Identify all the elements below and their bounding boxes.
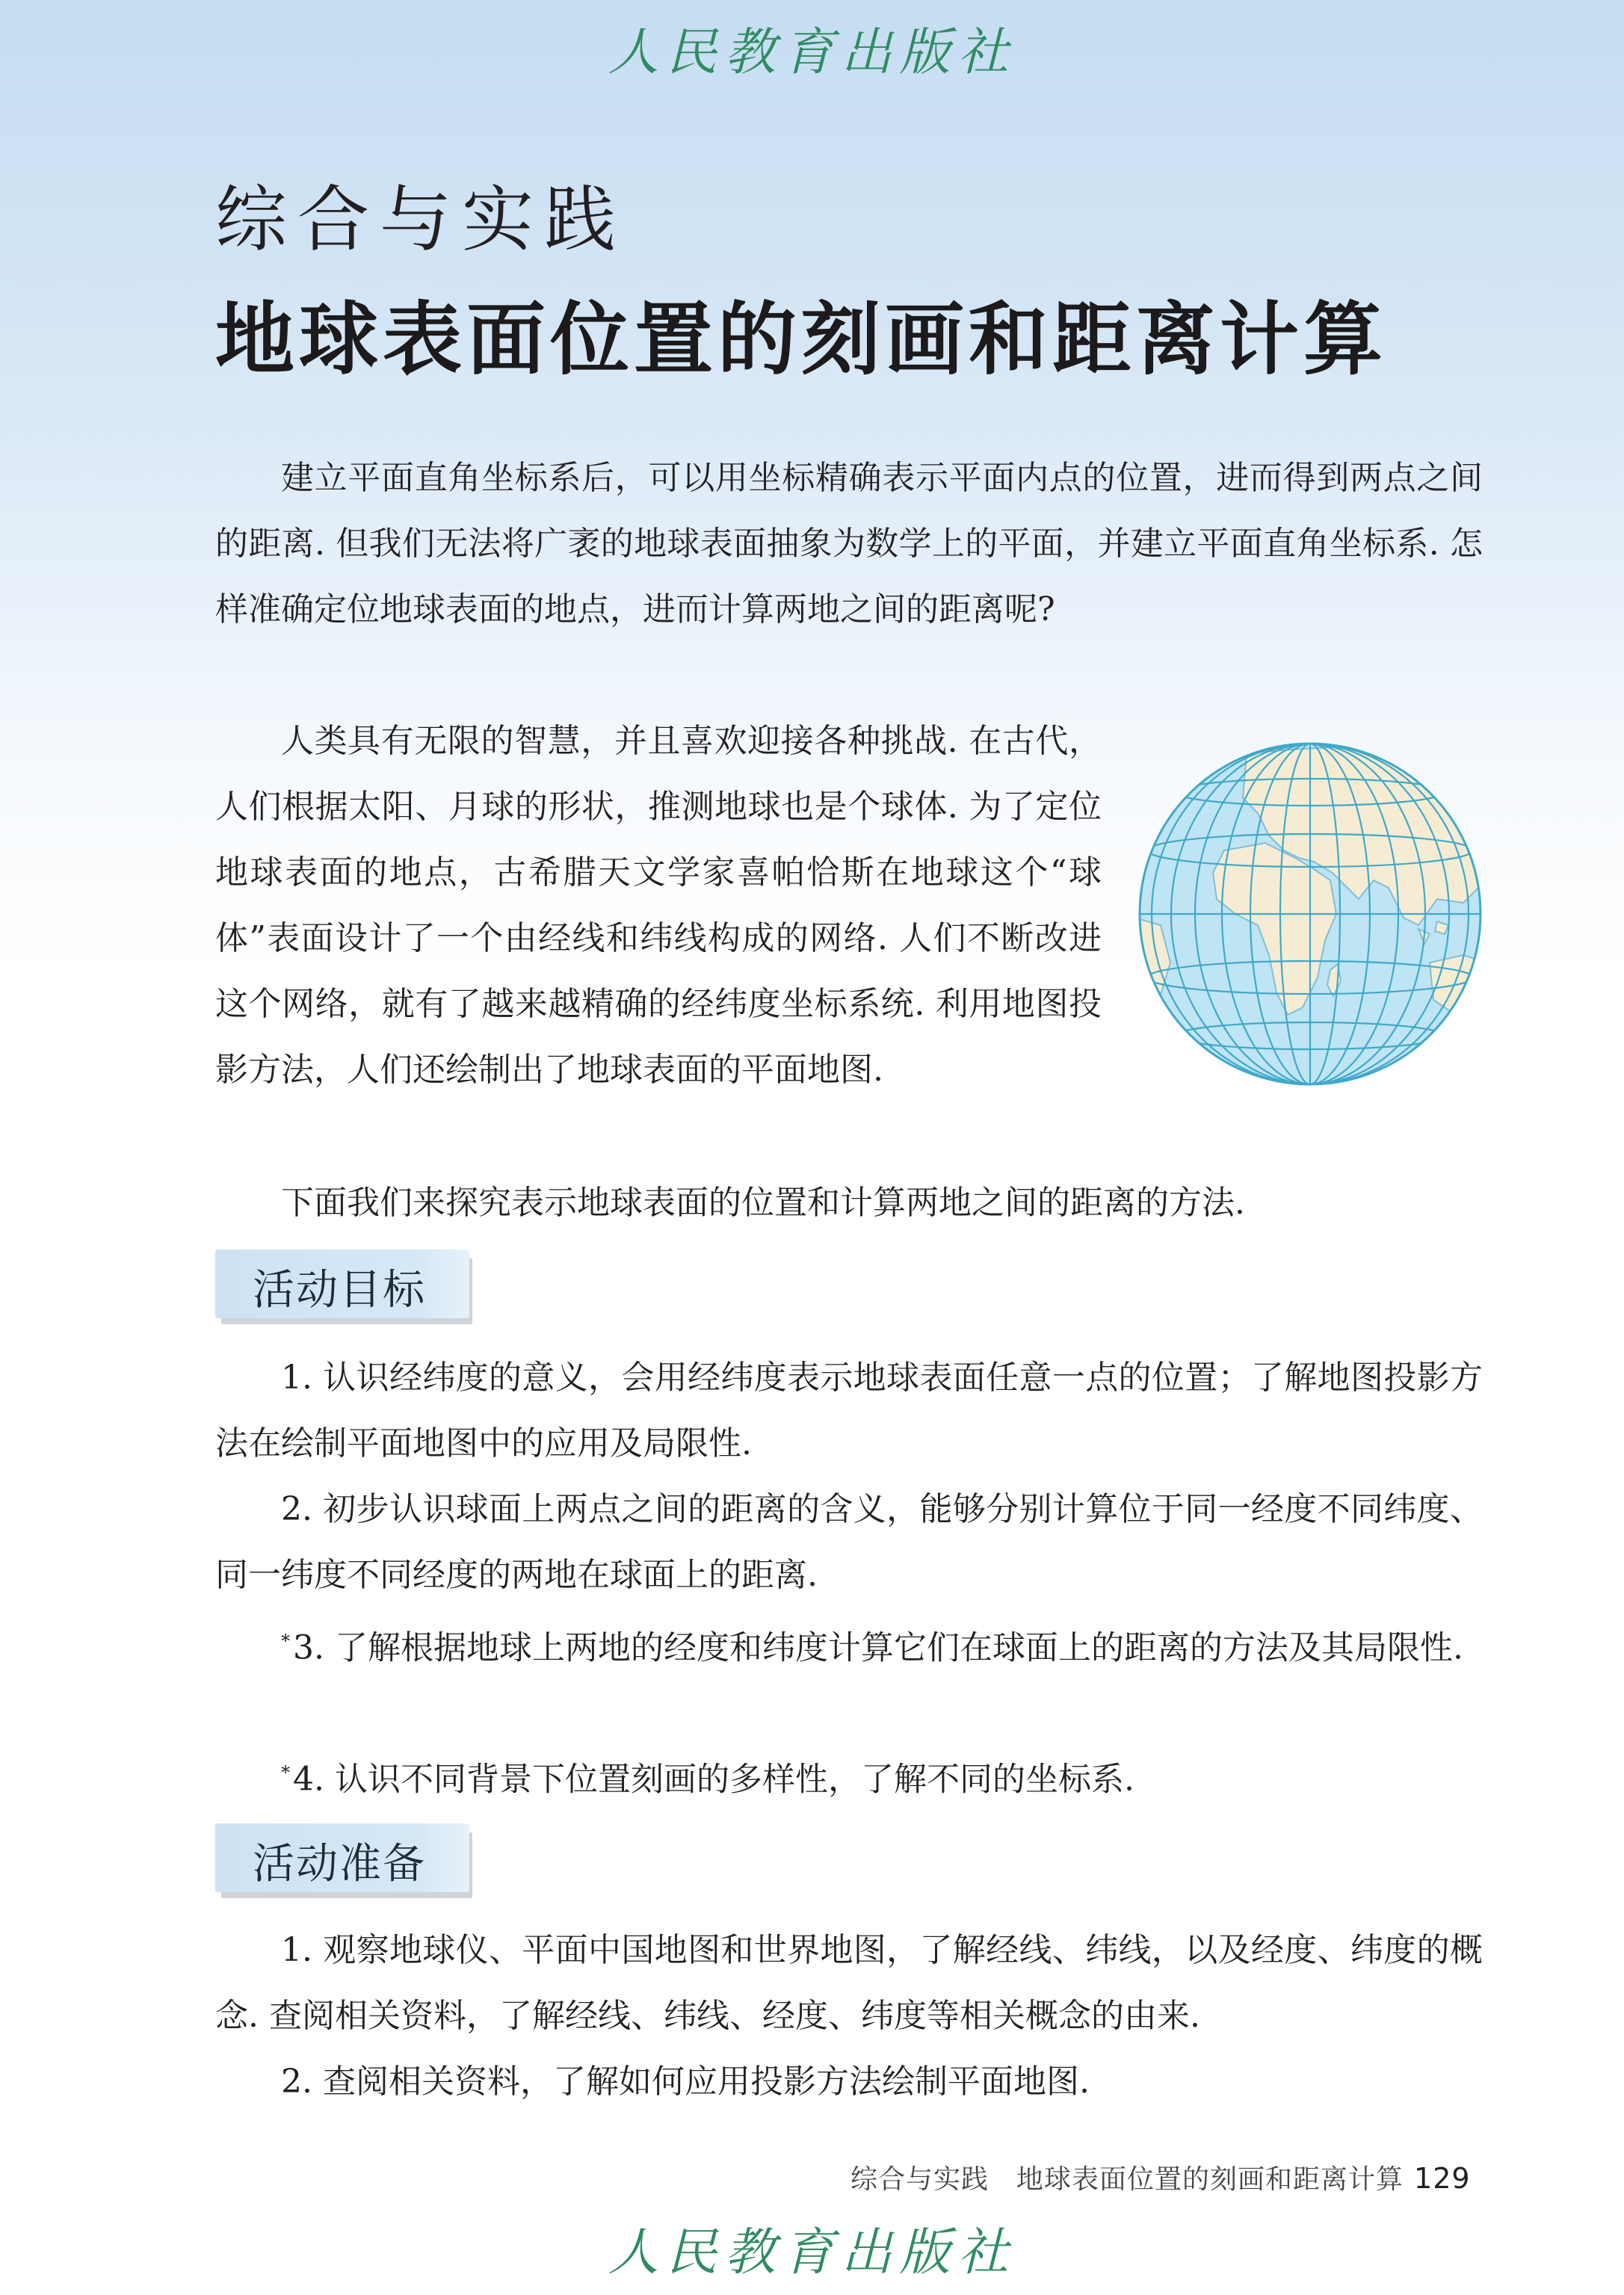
publisher-logo-top: 人民教育出版社 (608, 23, 1016, 82)
prep-item-2: 2. 查阅相关资料，了解如何应用投影方法绘制平面地图. (281, 2063, 1090, 2101)
optional-star: * (281, 1762, 290, 1783)
publisher-logo-bottom: 人民教育出版社 (608, 2223, 1016, 2282)
title-line2: 地球表面位置的刻画和距离计算 (215, 294, 1387, 386)
intro-paragraph-2: 人类具有无限的智慧，并且喜欢迎接各种挑战. 在古代，人们根据太阳、月球的形状，推测地球也是个球体. 为了定位地球表面的地点，古希腊天文学家喜帕恰斯在地球这个“球体”表面设计了一个由经线和纬线构成的网络. 人们不断改进这个网络，就有了越来越精确的经纬度坐标系统. 利用地图投影方法，人们还绘制出了地球表面的平面地图. (215, 722, 1102, 1089)
prep-heading-label: 活动准备 (253, 1840, 426, 1888)
intro-paragraph-3: 下面我们来探究表示地球表面的位置和计算两地之间的距离的方法. (281, 1184, 1245, 1222)
goal-item-4-text: 4. 认识不同背景下位置刻画的多样性，了解不同的坐标系. (293, 1760, 1134, 1799)
goal-item-2-text: 2. 初步认识球面上两点之间的距离的含义，能够分别计算位于同一经度不同纬度、同一纬度不同经度的两地在球面上的距离. (215, 1490, 1483, 1594)
optional-star: * (281, 1631, 290, 1652)
goal-item-1 (215, 1345, 1483, 1477)
goal-item-3-text: 3. 了解根据地球上两地的经度和纬度计算它们在球面上的距离的方法及其局限性. (293, 1628, 1463, 1667)
globe-illustration (1134, 738, 1486, 1090)
page-footer (850, 2158, 1471, 2196)
prep-item-1: 1. 观察地球仪、平面中国地图和世界地图，了解经线、纬线，以及经度、纬度的概念. 查阅相关资料，了解经线、纬线、经度、纬度等相关概念的由来. (215, 1931, 1483, 2035)
footer-section-title: 综合与实践 地球表面位置的刻画和距离计算 (850, 2164, 1404, 2195)
prep-heading (215, 1823, 469, 1892)
goal-item-3 (215, 1608, 1483, 1681)
page-number: 129 (1414, 2162, 1471, 2195)
goal-item-2 (215, 1477, 1483, 1608)
intro-paragraph-1: 建立平面直角坐标系后，可以用坐标精确表示平面内点的位置，进而得到两点之间的距离. 但我们无法将广袤的地球表面抽象为数学上的平面，并建立平面直角坐标系. 怎样准确定位地球表面的地点，进而计算两地之间的距离呢? (215, 459, 1483, 628)
goals-heading-label: 活动目标 (253, 1266, 426, 1315)
title-line1: 综合与实践 (215, 178, 626, 262)
goal-item-1-text: 1. 认识经纬度的意义，会用经纬度表示地球表面任意一点的位置；了解地图投影方法在绘制平面地图中的应用及局限性. (215, 1359, 1483, 1462)
goal-item-4 (215, 1740, 1483, 1813)
goals-heading (215, 1250, 469, 1318)
